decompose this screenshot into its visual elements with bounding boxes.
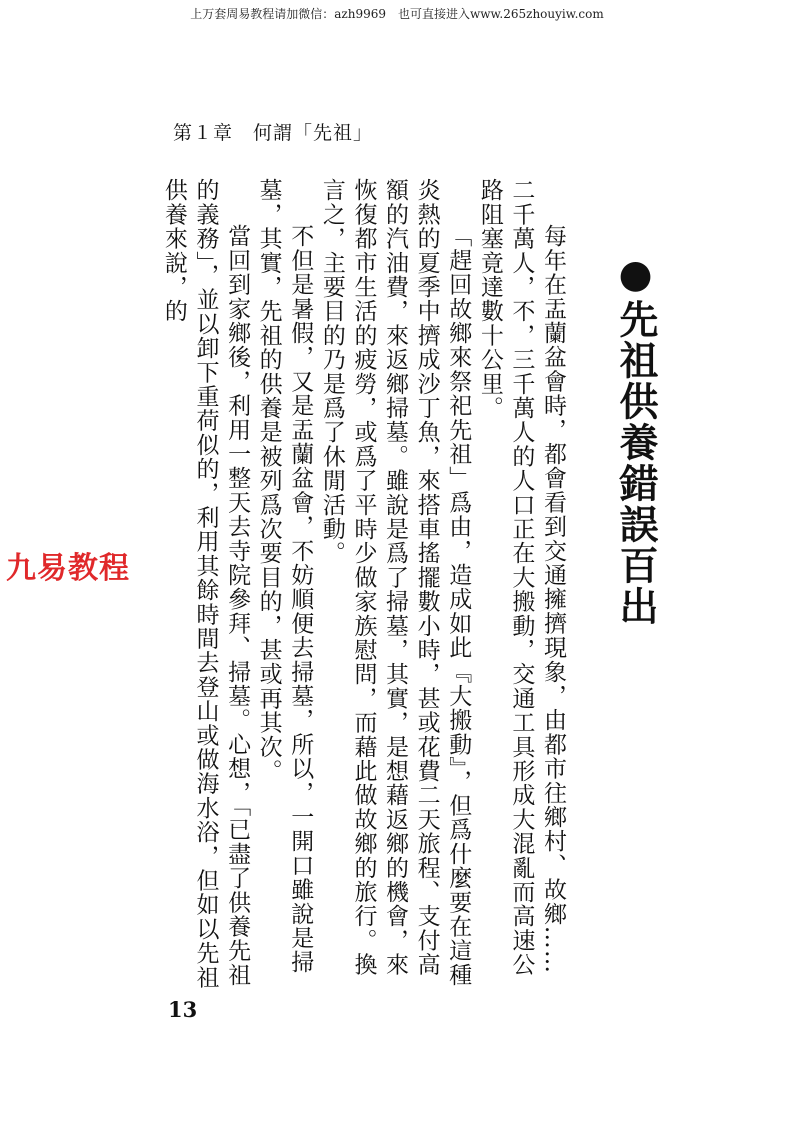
top-banner: 上万套周易教程请加微信：azh9969 也可直接进入www.265zhouyiw.com [190,7,604,21]
section-title: ●先祖供養錯誤百出 [613,252,658,627]
paragraph-4: 當回到家鄉後，利用一整天去寺院參拜、掃墓。心想，「已盡了供養先祖的義務」，並以卸下重荷似的，利用其餘時間去登山或做海水浴，但如以先祖供養來說，的 [160,178,251,990]
watermark-logo: 九易教程 [6,551,130,586]
page-number: 13 [168,997,198,1022]
body-text [157,178,568,990]
chapter-header: 第１章 何謂「先祖」 [173,122,374,144]
paragraph-2: 「趕回故鄉來祭祀先祖」爲由，造成如此『大搬動』，但爲什麼要在這種炎熱的夏季中擠成沙丁魚，來搭車搖擺數小時，甚或花費二天旅程、支付高額的汽油費，來返鄉掃墓。雖說是爲了掃墓，其實，是想藉返鄉的機會，來恢復都市生活的疲勞，或爲了平時少做家族慰問，而藉此做故鄉的旅行。換言之，主要目的乃是爲了休閒活動。 [318,178,472,987]
paragraph-1: 每年在盂蘭盆會時，都會看到交通擁擠現象，由都市往鄉村、故鄉……二千萬人，不，三千萬人的人口正在大搬動，交通工具形成大混亂而高速公路阻塞竟達數十公里。 [476,178,566,977]
paragraph-3: 不但是暑假，又是盂蘭盆會，不妨順便去掃墓，所以，一開口雖說是掃墓，其實，先祖的供養是被列爲次要目的，甚或再其次。 [255,178,314,975]
